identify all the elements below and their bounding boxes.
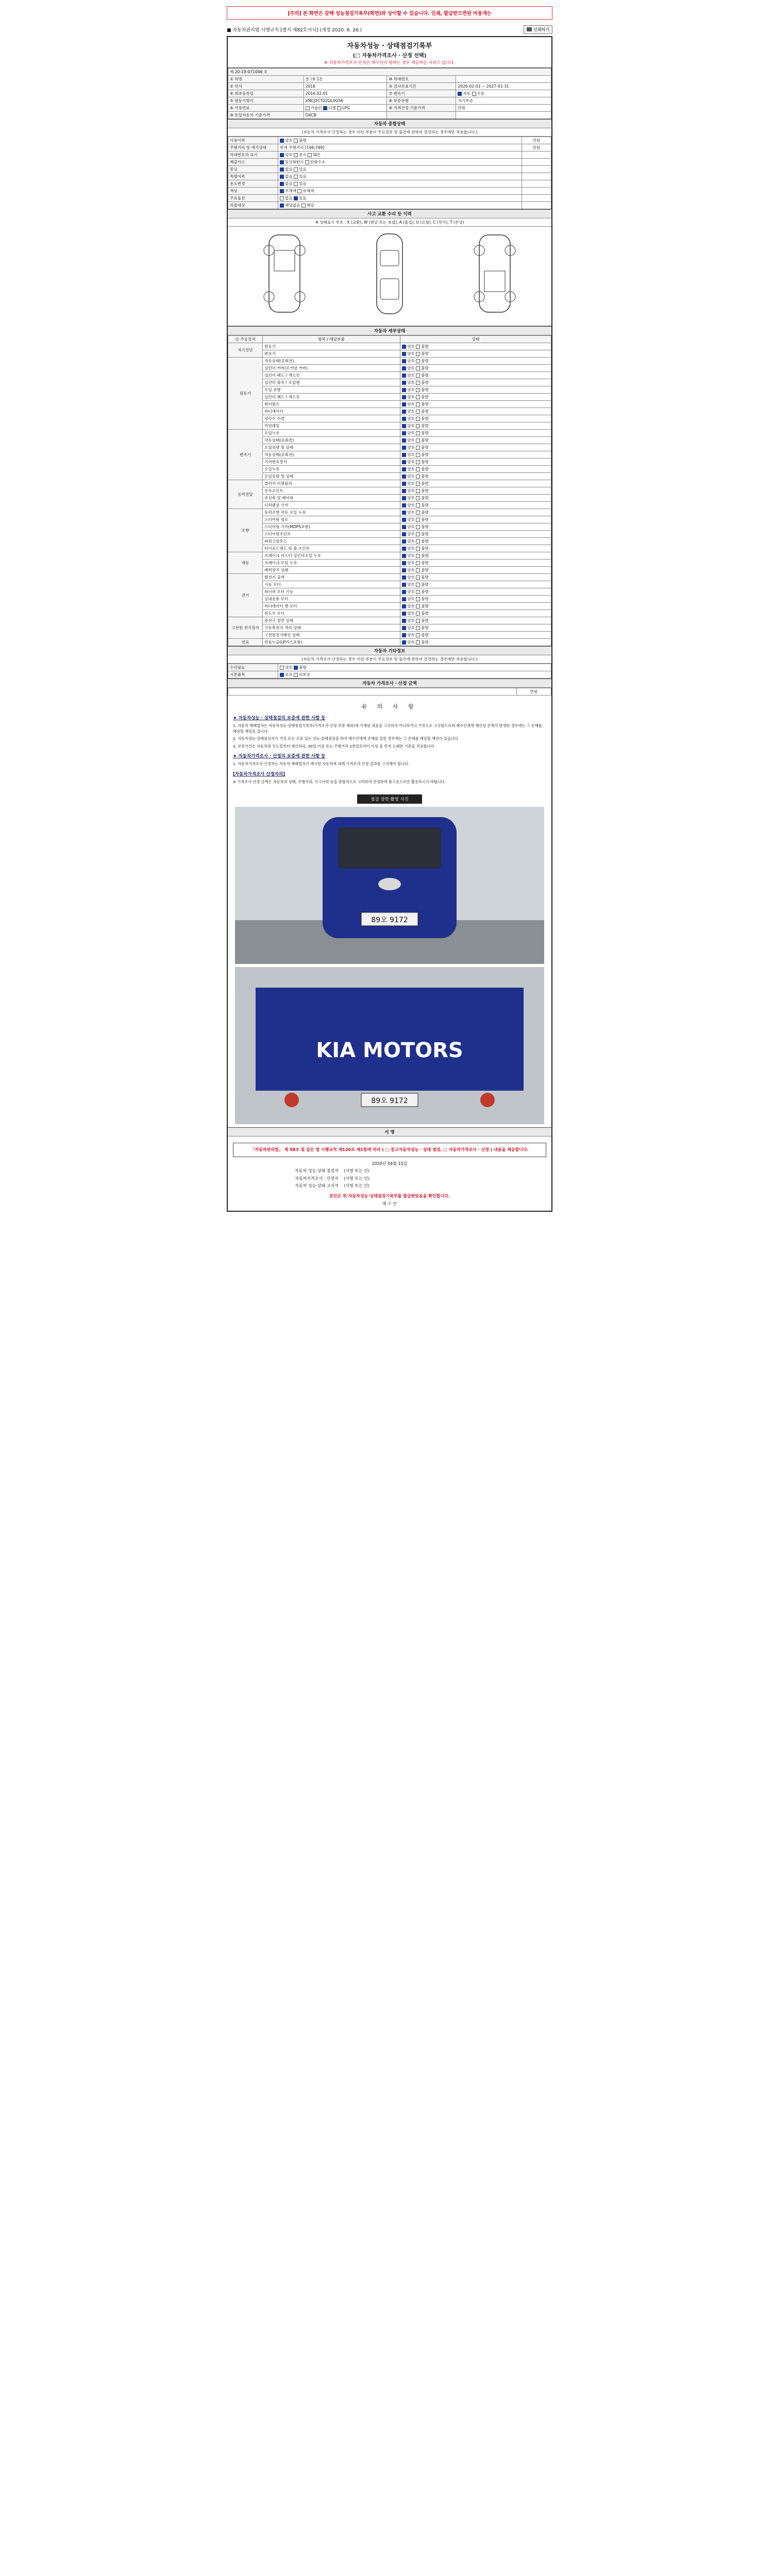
detail-group-label: 제동: [228, 552, 263, 574]
notes-section1: ★ 자동차성능 · 상태점검의 보증에 관한 사항 등: [233, 715, 326, 721]
first-reg-label: ④ 최초등록일: [228, 90, 304, 97]
detail-item-status: 양호 불량: [400, 610, 551, 617]
signer-row-1: 자동차 성능·상태 점검자 (서명 또는 인): [295, 1168, 370, 1174]
detail-item-status: 양호 불량: [400, 495, 551, 502]
notes-section2: ★ 자동차가격조사 · 산정의 보증에 관한 사항 등: [233, 754, 326, 759]
price-amount: [228, 688, 517, 696]
inspection-sheet: [227, 36, 552, 1212]
detail-item-label: 실린더 헤드 / 개스킷: [263, 372, 400, 379]
detail-group-label: 변속기: [228, 430, 263, 480]
detail-table: [228, 335, 551, 646]
detail-row: [228, 523, 551, 531]
car-top-diagram: [359, 230, 421, 317]
detail-item-label: 등속조인트: [263, 487, 400, 495]
detail-row: [228, 538, 551, 545]
motor-value: VNCJ2CT02GL0GS6: [304, 97, 387, 105]
detail-item-status: 양호 불량: [400, 639, 551, 646]
detail-row: [228, 365, 551, 372]
detail-item-label: 스티어링 펌프: [263, 516, 400, 523]
detail-row: [228, 415, 551, 422]
vin-value: [456, 76, 551, 83]
detail-row: [228, 531, 551, 538]
detail-item-label: 와이퍼 모터 기능: [263, 588, 400, 596]
detail-item-label: 스티어링조인트: [263, 531, 400, 538]
note-p4: 1. 자동차가격조사·산정자는 자동차 매매업자가 제시한 자동차에 대해 가격조사·산정 결과를 고지해야 합니다.: [233, 761, 410, 767]
detail-item-status: 양호 불량: [400, 459, 551, 466]
detail-item-label: 실내송풍 모터: [263, 596, 400, 603]
detail-row: [228, 379, 551, 386]
valid-label: ③ 검사유효기간: [387, 83, 456, 90]
mileage-value: 현재 주행거리 [146,749]: [278, 144, 522, 151]
detail-head-1: ⑪ 주요장치: [228, 336, 263, 343]
detail-item-status: 양호 불량: [400, 401, 551, 408]
detail-row: [228, 473, 551, 480]
detail-item-status: 양호 불량: [400, 451, 551, 459]
plate-rear: 89오 9172: [371, 1096, 408, 1105]
fuel-label: ⑥ 사용연료: [228, 105, 304, 112]
sign-footer: 본인은 위 자동차성능·상태점검기록부를 발급받았음을 확인합니다.: [329, 1194, 450, 1199]
note-p3: 3. 보증기간은 자동차의 인도일부터 계산하되, 30일 이상 또는 주행거리 2천킬로미터 이상 중 먼저 도래한 기준을 적용합니다.: [233, 743, 435, 749]
check-label: ⑩ 동일자동차 기준가격: [228, 112, 304, 119]
row-vin: 차대번호의 표기: [228, 151, 278, 159]
accident-title: 사고 교환 수리 등 이력: [228, 209, 551, 218]
detail-row: [228, 516, 551, 523]
sign-title: 서 명: [228, 1127, 551, 1137]
detail-item-label: 라디에이터: [263, 408, 400, 415]
name-value: 봉고II 1톤: [304, 76, 387, 83]
detail-item-label: 윈도우 모터: [263, 610, 400, 617]
detail-row: [228, 632, 551, 639]
valid-value: 2026-02-01 ~ 2027-01-31: [456, 83, 551, 90]
detail-item-label: 기어변속장치: [263, 459, 400, 466]
detail-row: [228, 588, 551, 596]
detail-row: [228, 567, 551, 574]
detail-item-status: 양호 불량: [400, 437, 551, 444]
detail-item-label: 작동상태(공회전): [263, 358, 400, 365]
doc-notice: ※ 자동차가격조사·산정은 매수인이 원하는 경우 제공하는 서비스 입니다.: [324, 60, 455, 65]
detail-item-label: 실린더 블록 / 오일팬: [263, 379, 400, 386]
name-label: ① 차명: [228, 76, 304, 83]
detail-row: [228, 386, 551, 394]
detail-row: [228, 610, 551, 617]
detail-group-label: 자기진단: [228, 343, 263, 358]
warranty-value: 자가보증: [456, 97, 551, 105]
trans-value: 자동 수동: [456, 90, 551, 97]
inspection-photo-rear: [235, 967, 544, 1124]
detail-item-label: 고전원전기배선 상태: [263, 632, 400, 639]
detail-item-label: 브레이크 오일 누유: [263, 560, 400, 567]
price-table: [228, 688, 551, 696]
detail-item-status: 양호 불량: [400, 394, 551, 401]
detail-row: [228, 581, 551, 588]
receiver-label: 매 수 인: [382, 1201, 397, 1206]
detail-item-status: 양호 불량: [400, 379, 551, 386]
detail-item-status: 양호 불량: [400, 408, 551, 415]
detail-row: [228, 350, 551, 358]
detail-title: 자동차 세부상태: [228, 326, 551, 335]
detail-row: [228, 408, 551, 415]
detail-head-2: 항목 / 해당부품: [263, 336, 400, 343]
detail-row: [228, 596, 551, 603]
detail-item-status: 양호 불량: [400, 574, 551, 581]
detail-item-status: 양호 불량: [400, 444, 551, 451]
sign-date: 2020년 04월 15일: [372, 1161, 408, 1166]
warning-banner: [주의] 본 화면은 갈해 성능점검기록부(화면)와 상이할 수 있습니다. 인쇄, 발급받으면된 비용개는: [227, 6, 552, 20]
notes-section: [228, 696, 551, 790]
row-mileage: 주행거리 및 계기상태: [228, 144, 278, 151]
detail-item-label: 연료누출(LP가스포함): [263, 639, 400, 646]
car-bottom-diagram: [464, 230, 526, 317]
detail-group-label: 고전원 전기장치: [228, 617, 263, 639]
photo-title: 점검 장면 촬영 사진: [357, 794, 422, 804]
sign-section: [228, 1137, 551, 1211]
detail-item-label: 오일 유량: [263, 386, 400, 394]
detail-row: [228, 560, 551, 567]
detail-item-status: 양호 불량: [400, 415, 551, 422]
detail-item-status: 양호 불량: [400, 545, 551, 552]
detail-row: [228, 502, 551, 509]
first-reg-value: 2016.02.01: [304, 90, 387, 97]
detail-item-label: 발전기 출력: [263, 574, 400, 581]
detail-row: [228, 459, 551, 466]
detail-item-label: 냉각수 수량: [263, 415, 400, 422]
printer-icon: [527, 27, 532, 31]
form-heading: ■ 자동차관리법 시행규칙 [별지 제82호서식] (개정 2020. 6. 26.): [227, 27, 362, 33]
doc-subtitle: (□ 자동차가격조사 · 산정 선택): [352, 53, 427, 59]
detail-item-label: 추진축 및 베어링: [263, 495, 400, 502]
detail-item-label: 스티어링 기어(MDPS포함): [263, 523, 400, 531]
detail-item-label: 오일유량 및 상태: [263, 473, 400, 480]
car-diagram-area: [228, 227, 551, 326]
detail-item-label: 타이로드엔드 및 볼 조인트: [263, 545, 400, 552]
detail-item-status: 양호 불량: [400, 430, 551, 437]
ref-label: 제 20-19-071046 호: [228, 69, 551, 76]
detail-item-label: 워터펌프: [263, 401, 400, 408]
truck-rear-illustration: [235, 967, 544, 1124]
basic-info-table: [228, 68, 551, 119]
detail-item-status: 양호 불량: [400, 372, 551, 379]
year-value: 2016: [304, 83, 387, 90]
detail-row: [228, 509, 551, 516]
option-title: 자동차 기타정보: [228, 646, 551, 655]
detail-group-label: 연료: [228, 639, 263, 646]
detail-item-status: 양호 불량: [400, 365, 551, 372]
detail-row: [228, 624, 551, 632]
fuel-value: 가솔린 디젤 LPG: [304, 105, 387, 112]
print-label: 인쇄하기: [533, 27, 549, 32]
detail-item-status: 양호 불량: [400, 632, 551, 639]
detail-row: [228, 603, 551, 610]
row-options: 주요옵션: [228, 195, 278, 202]
detail-item-label: 실린더 헤드 / 개스킷: [263, 394, 400, 401]
detail-item-status: 양호 불량: [400, 567, 551, 574]
detail-item-status: 양호 불량: [400, 560, 551, 567]
detail-row: [228, 394, 551, 401]
note-p5: ※ 가격조사·산정 금액은 자동차의 상태, 주행거리, 사고이력 등을 종합적으로 고려하여 산정하며 참고용으로만 활용하시기 바랍니다.: [233, 779, 446, 785]
detail-row: [228, 358, 551, 365]
check-value: D4CB: [304, 112, 387, 119]
row-tuning: 튜닝: [228, 166, 278, 173]
detail-item-label: 동력조향 작동 오일 누유: [263, 509, 400, 516]
detail-item-status: 양호 불량: [400, 386, 551, 394]
document-page: [227, 0, 552, 1212]
note-p1: 1. 자동차 매매업자는 자동차성능·상태점검기록부(가격조사·산정 부분 제외)에 기재된 내용을 고지하지 아니하거나 거짓으로 고지함으로써 매수인에게 재산상 손해가 발생한 경우에는 그 손해를 배상할 책임을 집니다.: [233, 723, 542, 734]
detail-item-label: 작동상태(공회전): [263, 437, 400, 444]
doc-title: 자동차성능 · 상태점검기록부: [347, 42, 432, 50]
detail-item-status: 양호 불량: [400, 502, 551, 509]
signer-row-2: 자동차가격조사 · 산정자 (서명 또는 인): [295, 1176, 370, 1181]
detail-row: [228, 487, 551, 495]
detail-row: [228, 430, 551, 437]
mileage-title: 자동차 종합상태: [228, 119, 551, 128]
detail-group-label: 전기: [228, 574, 263, 617]
detail-item-label: 원동기: [263, 343, 400, 350]
notes-heading: 유 의 사 항: [361, 703, 418, 710]
detail-item-status: 양호 불량: [400, 487, 551, 495]
detail-item-status: 양호 불량: [400, 473, 551, 480]
mileage-table: 사용이력 양호 불량 만원 주행거리 및 계기상태 현재 주행거리 [146,749] 만원 차대번호의 표기 양호 부식 훼손 배출가스 일산화탄소 탄화수소 튜닝 없음 있음 특별이력 없음 있음 용도변경 없음 있음 색상 무채색 유채색 주요옵션 없음 있음 리콜대상 해당없음 해당: [228, 137, 551, 209]
trans-label: ⑦ 변속기: [387, 90, 456, 97]
detail-group-label: 동력전달: [228, 480, 263, 509]
detail-item-label: 충전구 절연 상태: [263, 617, 400, 624]
detail-item-status: 양호 불량: [400, 581, 551, 588]
detail-head-3: 상태: [400, 336, 551, 343]
detail-row: [228, 422, 551, 430]
detail-item-label: 브레이크 마스터 실린더오일 누유: [263, 552, 400, 560]
detail-row: [228, 343, 551, 350]
signer-row-3: 자동차 성능·상태 고지자 (서명 또는 인): [295, 1183, 370, 1189]
rear-brand-text: KIA MOTORS: [316, 1038, 463, 1062]
detail-item-label: 변속기: [263, 350, 400, 358]
row-color: 색상: [228, 188, 278, 195]
detail-item-label: 오일누유: [263, 430, 400, 437]
row-emission: 배출가스: [228, 159, 278, 166]
row-purpose: 용도변경: [228, 180, 278, 188]
plate-front: 89오 9172: [371, 916, 408, 924]
motor-label: ⑤ 원동기형식: [228, 97, 304, 105]
detail-row: [228, 480, 551, 487]
inspection-photo-front: [235, 807, 544, 964]
detail-item-status: 양호 불량: [400, 422, 551, 430]
detail-row: [228, 372, 551, 379]
detail-item-status: 양호 불량: [400, 538, 551, 545]
detail-item-status: 양호 불량: [400, 617, 551, 624]
detail-item-label: 커먼레일: [263, 422, 400, 430]
detail-item-status: 양호 불량: [400, 358, 551, 365]
detail-row: [228, 545, 551, 552]
note-p2: 2. 자동차성능·상태점검자가 거짓 또는 오류 있는 성능·상태점검을 하여 매수인에게 손해를 입힌 경우에는 그 손해를 배상할 책임이 있습니다.: [233, 736, 460, 741]
warranty-label: ⑧ 보증유형: [387, 97, 456, 105]
detail-row: [228, 466, 551, 473]
detail-item-label: 클러치 어셈블리: [263, 480, 400, 487]
detail-item-label: 구동축전지 격리 상태: [263, 624, 400, 632]
detail-item-status: 양호 불량: [400, 603, 551, 610]
row-recall: 리콜대상: [228, 202, 278, 209]
detail-row: [228, 437, 551, 444]
price-unit: 만원: [456, 105, 551, 112]
detail-item-status: 양호 불량: [400, 588, 551, 596]
detail-item-label: 시동 모터: [263, 581, 400, 588]
detail-item-status: 양호 불량: [400, 624, 551, 632]
detail-item-status: 양호 불량: [400, 596, 551, 603]
accident-sub: ※ 상태표시 부호 : X (교환), W (판금 또는 용접), A (흠집), U (요철), C (부식), T (손상): [228, 218, 551, 227]
detail-item-label: 배력장치 상태: [263, 567, 400, 574]
detail-item-label: 오일누유: [263, 466, 400, 473]
top-bar: [227, 25, 552, 34]
detail-row: [228, 617, 551, 624]
doc-title-block: [228, 37, 551, 68]
price-title: 자동차 가격조사 · 산정 금액: [228, 679, 551, 688]
detail-row: [228, 401, 551, 408]
detail-item-label: 라디에이터 팬 모터: [263, 603, 400, 610]
sign-statement: 「자동차관리법」 제 58조 및 같은 법 시행규칙 제120조 제1항에 따라 ( □ 중고자동차성능 · 상태 점검, □ 자동차가격조사 · 산정 ) 내용을 제공합니다.: [233, 1143, 546, 1157]
detail-row: [228, 574, 551, 581]
detail-row: [228, 444, 551, 451]
detail-row: [228, 639, 551, 646]
option-table: 수리필요 양호 불량 기본품목 보유 미보유: [228, 664, 551, 679]
detail-item-label: 파워고압호스: [263, 538, 400, 545]
detail-item-status: 양호 불량: [400, 509, 551, 516]
vin-label: ⑩ 차대번호: [387, 76, 456, 83]
notes-section3: [자동차가격조사 산정자의]: [233, 771, 285, 777]
detail-item-status: 양호 불량: [400, 480, 551, 487]
detail-item-status: 양호 불량: [400, 350, 551, 358]
price-label: ⑨ 가격산정 기준가격: [387, 105, 456, 112]
detail-item-label: 작동상태(공회전): [263, 451, 400, 459]
car-side-diagram: [254, 230, 315, 317]
detail-item-status: 양호 불량: [400, 466, 551, 473]
row-special: 특별이력: [228, 173, 278, 180]
detail-item-status: 양호 불량: [400, 343, 551, 350]
detail-item-label: 디퍼렌셜 기어: [263, 502, 400, 509]
option-sub: (자동차 가격조사·산정하는 경우 이런 부분이 주요정보 및 물건에 관하여 결정하는 경우에만 적용합니다.): [228, 655, 551, 664]
detail-item-status: 양호 불량: [400, 552, 551, 560]
mileage-sub: (자동차 가격조사·산정하는 경우 이런 부분이 주요정보 및 물건에 관하여 결정하는 경우에만 적용합니다.): [228, 128, 551, 137]
row-usage: 사용이력: [228, 137, 278, 144]
detail-row: [228, 451, 551, 459]
detail-row: [228, 495, 551, 502]
print-button[interactable]: [524, 25, 552, 34]
detail-item-label: 실린더 커버(로커암 커버): [263, 365, 400, 372]
truck-front-illustration: [235, 807, 544, 964]
detail-item-status: 양호 불량: [400, 523, 551, 531]
detail-item-label: 오일유량 및 상태: [263, 444, 400, 451]
year-label: ② 연식: [228, 83, 304, 90]
detail-item-status: 양호 불량: [400, 516, 551, 523]
detail-group-label: 조향: [228, 509, 263, 552]
detail-group-label: 원동기: [228, 358, 263, 430]
detail-row: [228, 552, 551, 560]
detail-item-status: 양호 불량: [400, 531, 551, 538]
price-unit-cell: 만원: [517, 688, 551, 696]
